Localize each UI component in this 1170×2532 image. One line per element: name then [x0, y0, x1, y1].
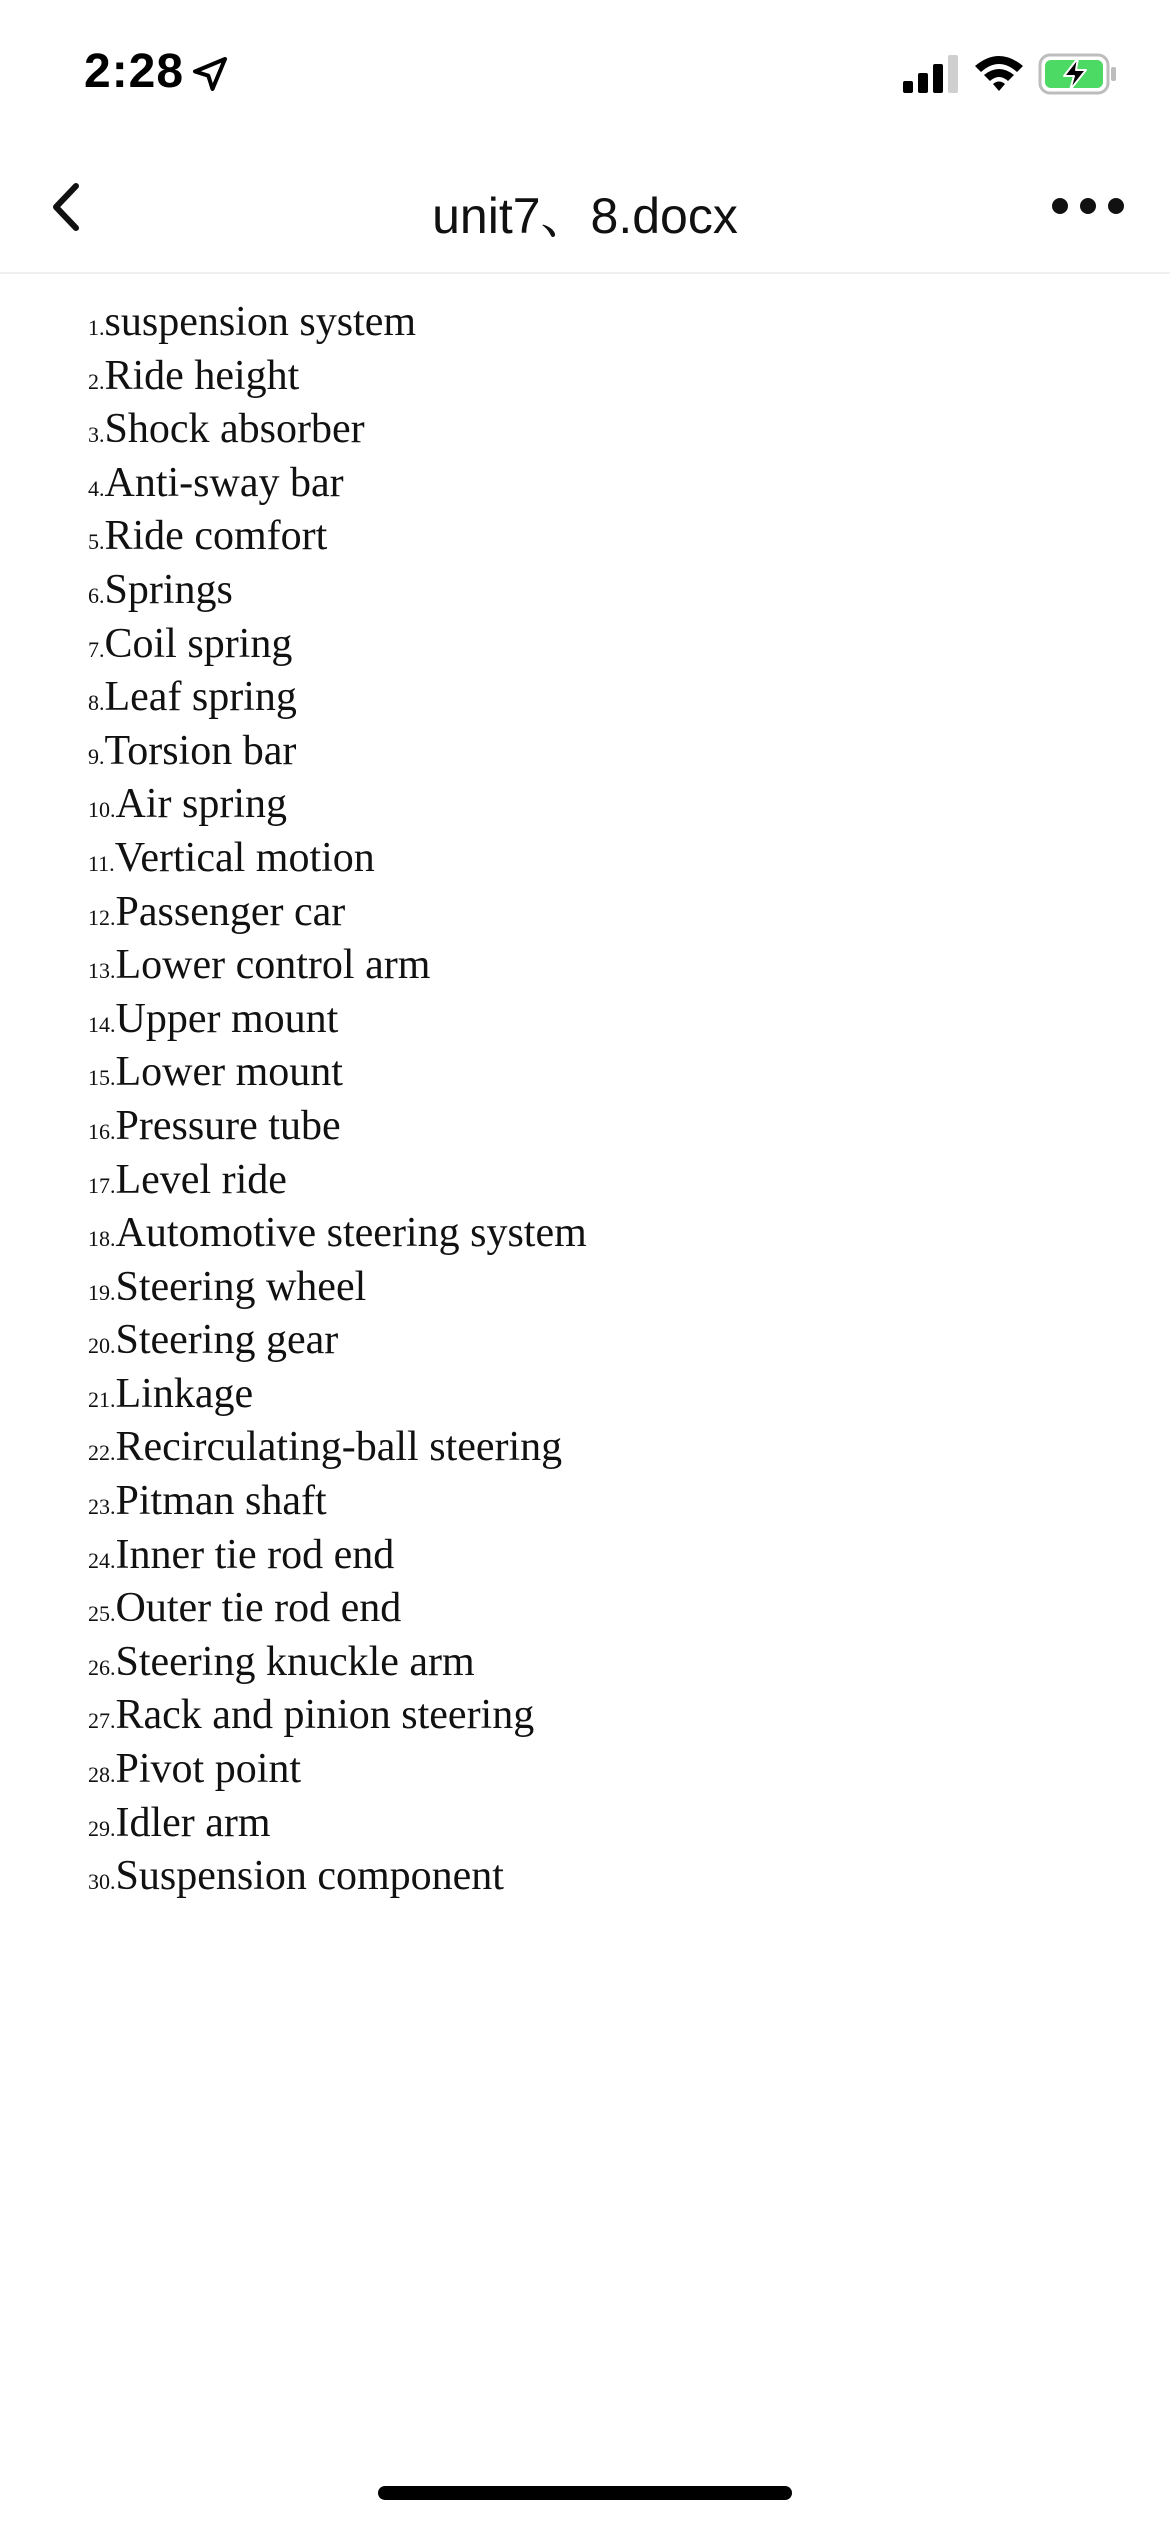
list-item-number: 17.: [88, 1172, 116, 1198]
list-item-number: 19.: [88, 1279, 116, 1305]
vocabulary-list: [88, 296, 1088, 1904]
list-item-text: Recirculating-ball steering: [115, 1424, 563, 1471]
list-item-number: 5.: [88, 529, 105, 555]
list-item-number: 6.: [88, 582, 105, 608]
list-item-text: Anti-sway bar: [104, 459, 344, 506]
list-item: [88, 564, 1088, 618]
list-item: [88, 1475, 1088, 1529]
list-item-text: Linkage: [115, 1370, 254, 1417]
list-item-text: Coil spring: [104, 620, 293, 667]
list-item-text: Springs: [104, 566, 233, 613]
document-body: [88, 296, 1088, 1904]
list-item-text: Rack and pinion steering: [115, 1692, 535, 1739]
list-item-number: 15.: [88, 1065, 116, 1091]
list-item: [88, 1046, 1088, 1100]
list-item-text: Pitman shaft: [115, 1478, 327, 1525]
more-options-button[interactable]: [1050, 186, 1126, 226]
list-item-number: 16.: [88, 1118, 116, 1144]
list-item: [88, 832, 1088, 886]
list-item-text: Passenger car: [115, 888, 346, 935]
list-item: [88, 1797, 1088, 1851]
list-item-text: Vertical motion: [114, 834, 375, 881]
list-item: [88, 510, 1088, 564]
list-item: [88, 1743, 1088, 1797]
cellular-signal-icon: [903, 55, 959, 95]
list-item-text: Torsion bar: [104, 727, 297, 774]
list-item-number: 28.: [88, 1762, 116, 1788]
list-item: [88, 671, 1088, 725]
list-item-text: Air spring: [115, 781, 287, 828]
status-bar: [0, 0, 1170, 150]
list-item-number: 27.: [88, 1708, 116, 1734]
list-item: [88, 618, 1088, 672]
list-item-number: 23.: [88, 1494, 116, 1520]
list-item-number: 26.: [88, 1654, 116, 1680]
list-item: [88, 1261, 1088, 1315]
list-item: [88, 1207, 1088, 1261]
location-arrow-icon: [190, 54, 230, 94]
list-item: [88, 939, 1088, 993]
list-item-text: Steering wheel: [115, 1263, 367, 1310]
list-item-number: 22.: [88, 1440, 116, 1466]
list-item-text: Outer tie rod end: [115, 1585, 402, 1632]
page-title: unit7、8.docx: [432, 188, 738, 244]
list-item-number: 14.: [88, 1011, 116, 1037]
list-item-text: Lower mount: [115, 1049, 343, 1096]
list-item-text: suspension system: [104, 299, 417, 345]
home-indicator[interactable]: [378, 2486, 792, 2500]
list-item-text: Idler arm: [115, 1799, 271, 1846]
list-item-text: Ride comfort: [104, 513, 328, 560]
list-item: [88, 1636, 1088, 1690]
list-item-number: 8.: [88, 690, 105, 716]
list-item-text: Upper mount: [115, 995, 339, 1042]
list-item-text: Steering knuckle arm: [115, 1638, 475, 1685]
list-item-number: 13.: [88, 958, 116, 984]
list-item: [88, 350, 1088, 404]
list-item: [88, 725, 1088, 779]
list-item: [88, 993, 1088, 1047]
list-item-text: Suspension component: [115, 1853, 504, 1900]
list-item-number: 25.: [88, 1601, 116, 1627]
list-item-number: 29.: [88, 1815, 116, 1841]
list-item-number: 11.: [88, 850, 115, 876]
list-item-number: 3.: [88, 422, 105, 448]
list-item: [88, 1100, 1088, 1154]
list-item-number: 30.: [88, 1869, 116, 1895]
list-item: [88, 1314, 1088, 1368]
wifi-icon: [973, 52, 1025, 94]
list-item: [88, 457, 1088, 511]
list-item-text: Steering gear: [115, 1317, 339, 1364]
list-item-number: 9.: [88, 743, 105, 769]
list-item-text: Shock absorber: [104, 406, 365, 453]
list-item-text: Level ride: [115, 1156, 287, 1203]
list-item-text: Ride height: [104, 352, 300, 399]
list-item-number: 10.: [88, 797, 116, 823]
nav-bar: [0, 150, 1170, 274]
list-item: [88, 403, 1088, 457]
status-time: 2:28: [84, 45, 185, 98]
more-dots-icon: [1050, 186, 1126, 226]
list-item: [88, 778, 1088, 832]
list-item-number: 20.: [88, 1333, 116, 1359]
list-item: [88, 1154, 1088, 1208]
list-item-number: 4.: [88, 475, 105, 501]
list-item: [88, 886, 1088, 940]
list-item: [88, 296, 1088, 350]
list-item-number: 7.: [88, 636, 105, 662]
list-item: [88, 1850, 1088, 1904]
list-item-number: 12.: [88, 904, 116, 930]
list-item-number: 24.: [88, 1547, 116, 1573]
list-item-text: Automotive steering system: [115, 1210, 587, 1257]
list-item-text: Pressure tube: [115, 1102, 341, 1149]
battery-charging-icon: [1038, 52, 1118, 96]
list-item-number: 18.: [88, 1226, 116, 1252]
list-item: [88, 1368, 1088, 1422]
list-item-text: Leaf spring: [104, 674, 297, 721]
list-item: [88, 1529, 1088, 1583]
list-item-number: 1.: [88, 315, 105, 340]
list-item-text: Inner tie rod end: [115, 1531, 395, 1578]
list-item-text: Lower control arm: [115, 942, 431, 989]
list-item: [88, 1582, 1088, 1636]
list-item-text: Pivot point: [115, 1746, 302, 1793]
list-item-number: 2.: [88, 368, 105, 394]
list-item: [88, 1421, 1088, 1475]
list-item-number: 21.: [88, 1386, 116, 1412]
list-item: [88, 1689, 1088, 1743]
